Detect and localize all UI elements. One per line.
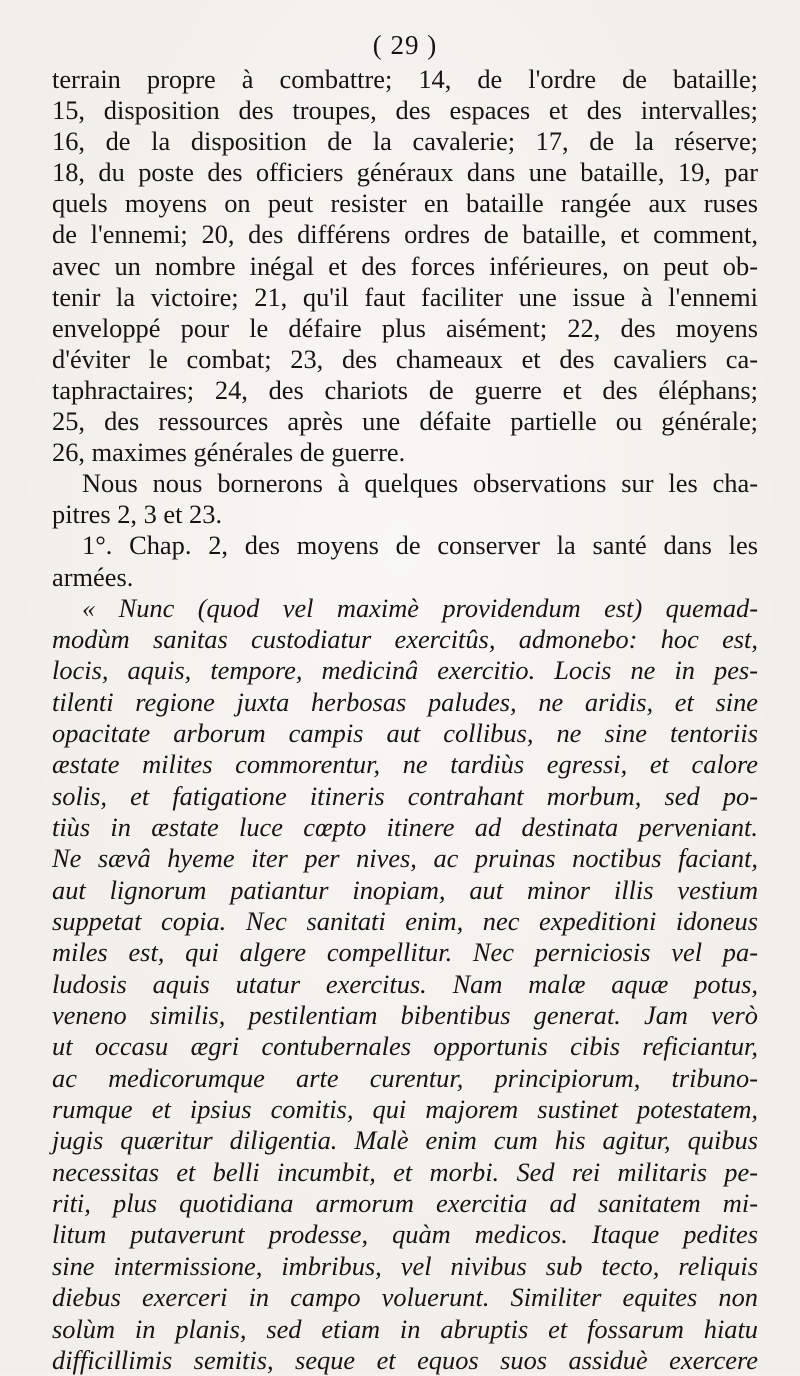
quote-line: necessitas et belli incumbit, et morbi. Sed rei militaris pe- [52,1156,758,1187]
text-line: taphractaires; 24, des chariots de guerre et des éléphans; [52,374,758,405]
quote-line: opacitate arborum campis aut collibus, ne sine tentoriis [52,717,758,748]
quote-line: aut lignorum patiantur inopiam, aut minor illis vestium [52,874,758,905]
text-line: armées. [52,561,134,592]
quote-line: « Nunc (quod vel maximè providendum est) quemad- [82,592,758,623]
text-line: terrain propre à combattre; 14, de l'ordre de bataille; [52,64,758,94]
quote-line: miles est, qui algere compellitur. Nec perniciosis vel pa- [52,937,758,968]
quote-line: ut occasu ægri contubernales opportunis cibis reficiantur, [52,1031,758,1062]
text-line: 18, du poste des officiers généraux dans une bataille, 19, par [52,157,758,188]
page-number: ( 29 ) [372,30,438,60]
text-line: pitres 2, 3 et 23. [52,499,223,530]
latin-quotation [52,593,758,1376]
paragraph-observations [52,468,758,530]
quote-line: litum putaverunt prodesse, quàm medicos. Itaque pedites [52,1219,758,1250]
quote-line: solis, et fatigatione itineris contrahant morbum, sed po- [52,780,758,811]
quote-line: modùm sanitas custodiatur exercitûs, admonebo: hoc est, [52,623,758,654]
quote-line: locis, aquis, tempore, medicinâ exercitio. Locis ne in pes- [52,655,758,686]
paragraph-chapter-list [52,64,758,468]
quote-line: difficillimis semitis, seque et equos suos assiduè exercere [52,1344,758,1375]
text-line: 25, des ressources après une défaite partielle ou générale; [52,406,758,437]
quote-line: diebus exerceri in campo voluerunt. Similiter equites non [52,1282,758,1313]
text-line: enveloppé pour le défaire plus aisément; 22, des moyens [52,312,758,343]
quote-line: Ne sævâ hyeme iter per nives, ac pruinas noctibus faciant, [52,843,758,874]
text-line: d'éviter le combat; 23, des chameaux et des cavaliers ca- [52,343,758,374]
text-line: 26, maximes générales de guerre. [52,437,406,468]
quote-line: veneno similis, pestilentiam bibentibus generat. Jam verò [52,1000,758,1031]
quote-line: solùm in planis, sed etiam in abruptis et fossarum hiatu [52,1313,758,1344]
quote-line: tiùs in æstate luce cœpto itinere ad destinata perveniant. [52,812,758,842]
text-line: de l'ennemi; 20, des différens ordres de bataille, et comment, [52,219,758,250]
paragraph-chapter-2-heading [52,530,758,592]
text-line: quels moyens on peut resister en bataille rangée aux ruses [52,188,758,219]
quote-line: tilenti regione juxta herbosas paludes, ne aridis, et sine [52,686,758,717]
text-line: 16, de la disposition de la cavalerie; 17, de la réserve; [52,126,758,157]
quote-line: rumque et ipsius comitis, qui majorem sustinet potestatem, [52,1094,758,1125]
quote-line: sine intermissione, imbribus, vel nivibus sub tecto, reliquis [52,1250,758,1281]
quote-line: suppetat copia. Nec sanitati enim, nec expeditioni idoneus [52,906,758,937]
quote-line: riti, plus quotidiana armorum exercitia ad sanitatem mi- [52,1188,758,1219]
text-line: 15, disposition des troupes, des espaces et des intervalles; [52,95,758,126]
text-line: 1°. Chap. 2, des moyens de conserver la santé dans les [82,530,758,561]
quote-line: ludosis aquis utatur exercitus. Nam malæ aquæ potus, [52,968,758,999]
text-line: avec un nombre inégal et des forces inférieures, on peut ob- [52,250,758,281]
quote-line: jugis quæritur diligentia. Malè enim cum his agitur, quibus [52,1125,758,1156]
quote-line: æstate milites commorentur, ne tardiùs egressi, et calore [52,749,758,780]
text-line: tenir la victoire; 21, qu'il faut faciliter une issue à l'ennemi [52,281,758,312]
text-line: Nous nous bornerons à quelques observations sur les cha- [82,468,758,499]
quote-line: ac medicorumque arte curentur, principiorum, tribuno- [52,1062,758,1093]
